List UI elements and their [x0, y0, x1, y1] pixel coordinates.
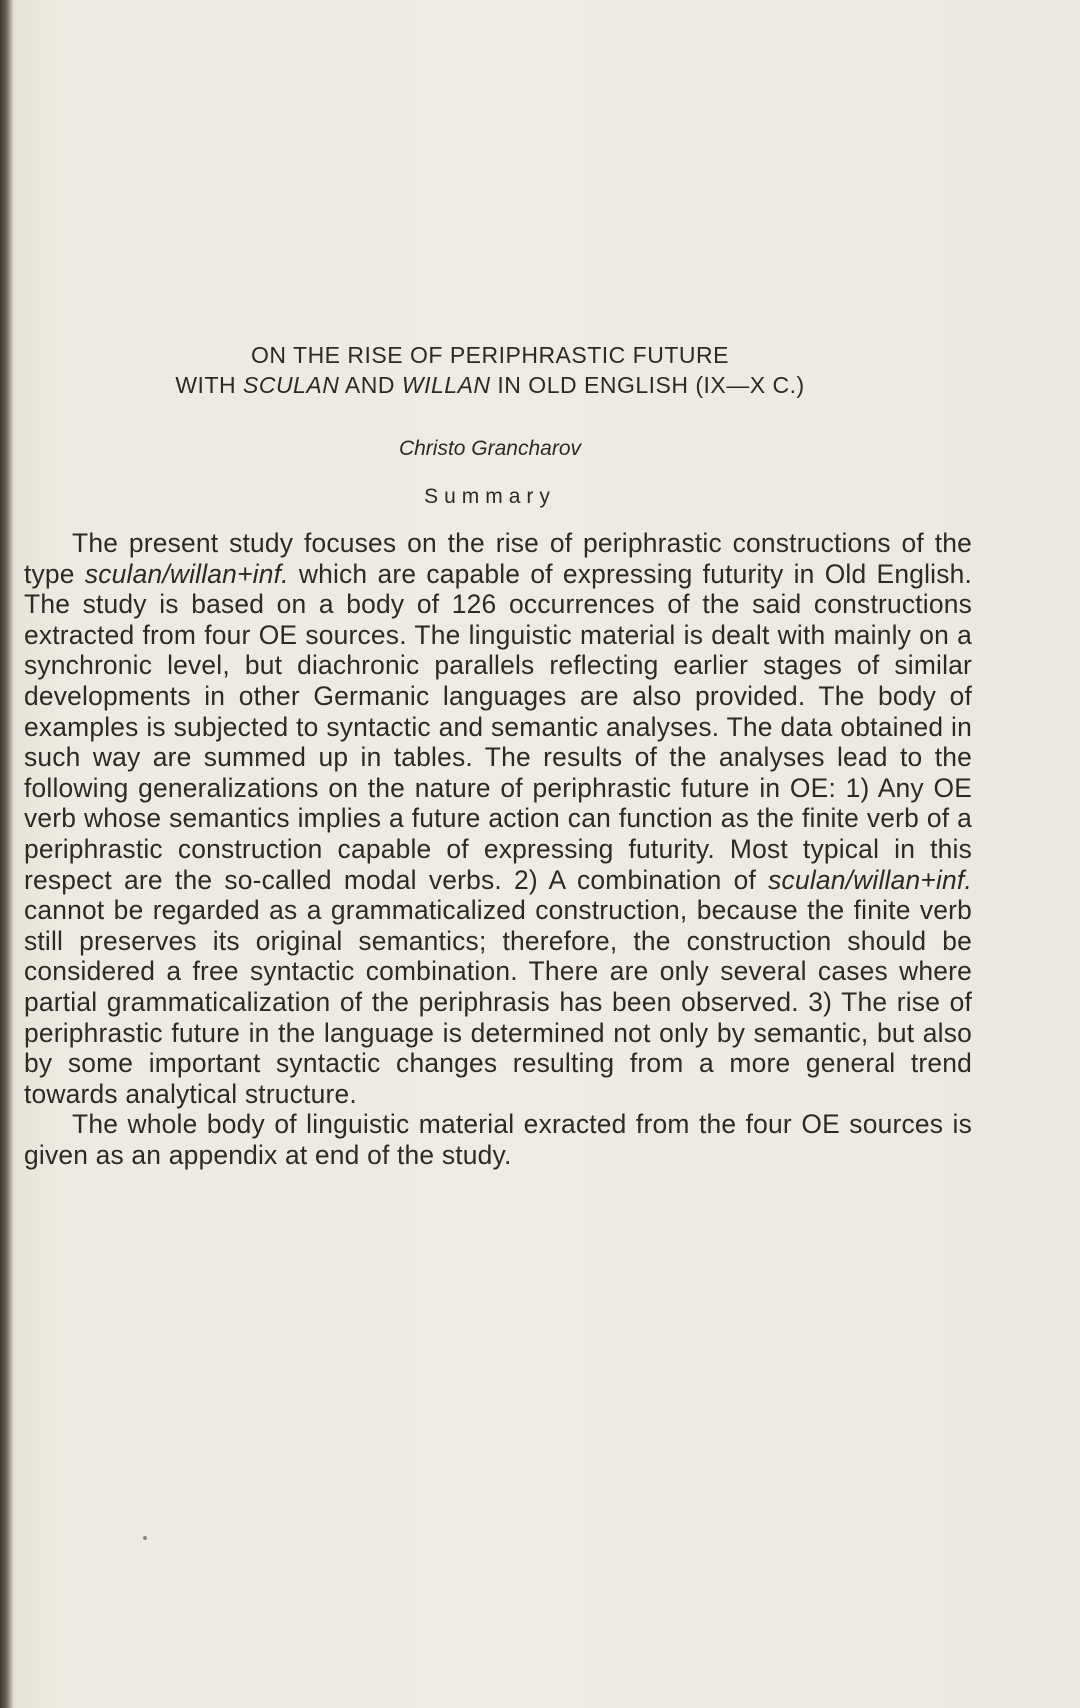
paragraph-1-part-c: cannot be regarded as a grammaticalized construction, because the finite verb still preserves its original semantics; therefore, the construction should be considered a free syntactic combination. There are only several cases where partial grammaticalization of the periphrasis has been observed. 3) The rise of periphrastic future in the language is determined not only by semantic, but also by some important syntactic changes resulting from a more general trend towards analytical structure. — [24, 895, 972, 1109]
summary-body — [24, 528, 972, 1170]
paper-speck — [143, 1536, 147, 1540]
title-and: AND — [339, 372, 402, 398]
paragraph-2: The whole body of linguistic material exracted from the four OE sources is given as an appendix at end of the study. — [24, 1109, 972, 1170]
author-name: Christo Grancharov — [398, 437, 582, 460]
title-line-2 — [0, 370, 980, 400]
title-block — [0, 340, 980, 510]
formula-italic-1: sculan/willan+inf. — [84, 558, 289, 589]
title-suffix: IN OLD ENGLISH (IX—X C.) — [490, 372, 805, 398]
paragraph-1 — [24, 528, 972, 1109]
summary-heading: Summary — [424, 485, 556, 508]
title-word-sculan: SCULAN — [243, 372, 340, 398]
paragraph-1-part-a: The present study focuses on the rise of periphrastic constructions of the type — [24, 528, 972, 589]
formula-italic-2: sculan/willan+inf. — [768, 864, 972, 895]
title-prefix: WITH — [175, 372, 243, 398]
paragraph-1-part-b: which are capable of expressing futurity in Old English. The study is based on a body of 126 occurrences of the said constructions extracted from four OE sources. The linguistic material is dealt with mainly on a synchronic level, but diachronic parallels reflecting earlier stages of similar developments in other Germanic languages are also provided. The body of examples is subjected to syntactic and semantic analyses. The data obtained in such way are summed up in tables. The results of the analyses lead to the following generalizations on the nature of periphrastic future in OE: 1) Any OE verb whose semantics implies a future action can function as the finite verb of a periphrastic construction capable of expressing futurity. Most typical in this respect are the so-called modal verbs. 2) A combination of — [24, 558, 973, 895]
title-word-willan: WILLAN — [401, 372, 491, 398]
title-line-1: ON THE RISE OF PERIPHRASTIC FUTURE — [251, 342, 729, 368]
book-spine-shadow — [0, 0, 14, 1708]
